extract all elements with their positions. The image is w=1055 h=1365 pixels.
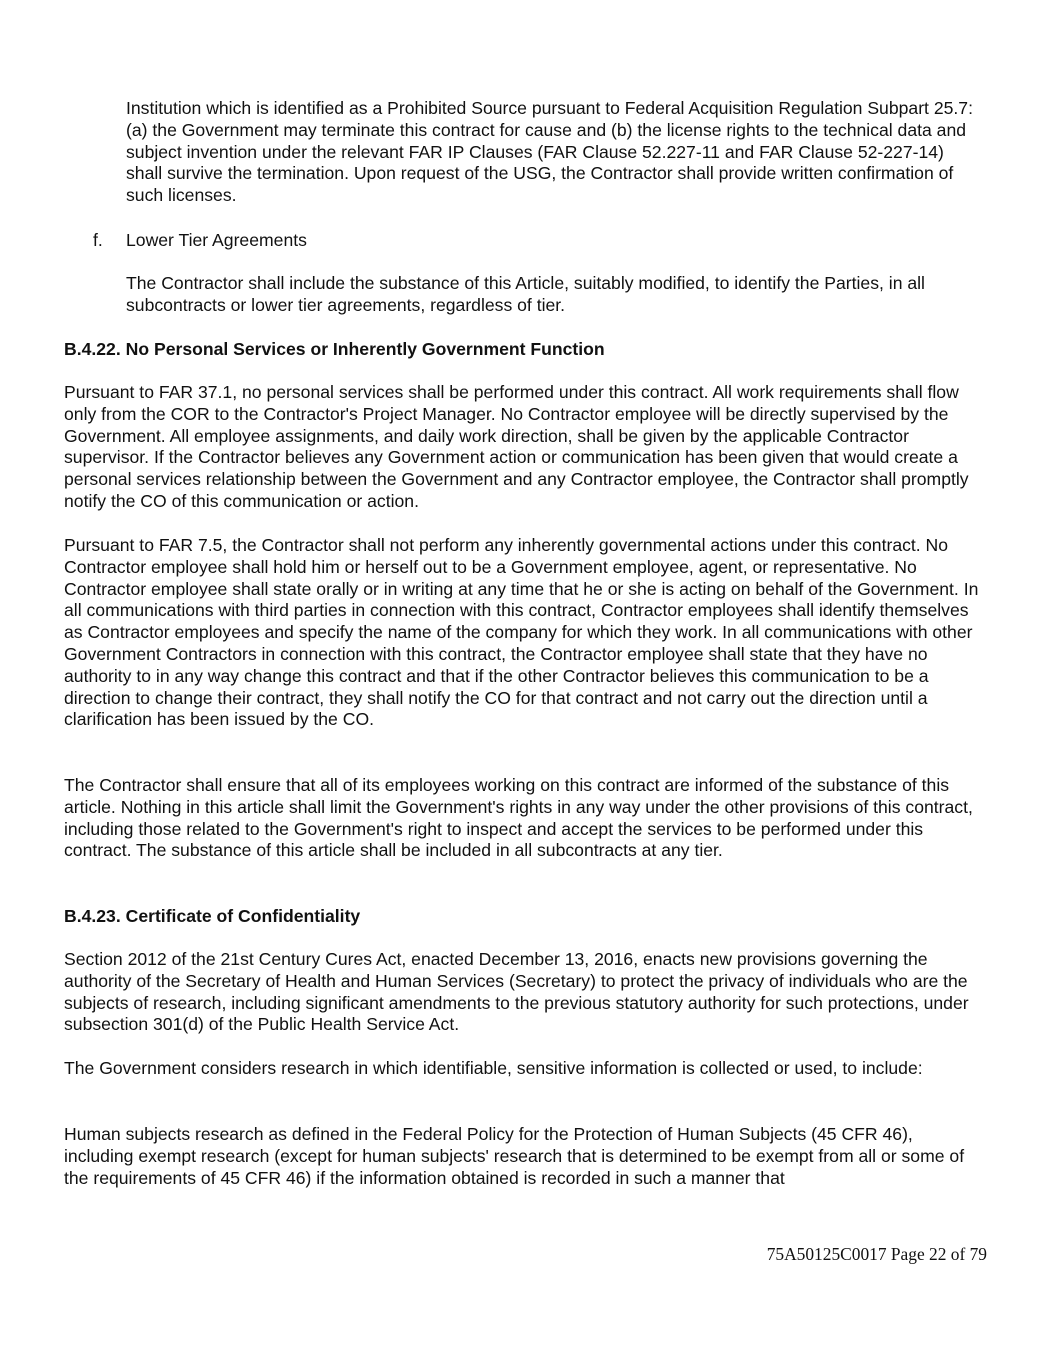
employee-awareness-paragraph: The Contractor shall ensure that all of its employees working on this contract are informed of the substance of this article. Nothing in this article shall limit the Government's rights in any way under the other provisions of this contract, including those related to the Government's right to inspect and accept the services to be performed under this contract. The substance of this article shall be included in all subcontracts at any tier. <box>64 775 973 861</box>
sensitive-information-paragraph: The Government considers research in which identifiable, sensitive information is collected or used, to include: <box>64 1058 923 1078</box>
section-heading-b-4-22: B.4.22. No Personal Services or Inherently Government Function <box>64 339 605 359</box>
section-heading-b-4-23: B.4.23. Certificate of Confidentiality <box>64 906 361 926</box>
cures-act-paragraph: Section 2012 of the 21st Century Cures Act, enacted December 13, 2016, enacts new provisions governing the authority of the Secretary of Health and Human Services (Secretary) to protect the privacy of individuals who are the subjects of research, including significant amendments to the previous statutory authority for such protections, under subsection 301(d) of the Public Health Service Act. <box>64 949 969 1035</box>
human-subjects-paragraph: Human subjects research as defined in the Federal Policy for the Protection of Human Subjects (45 CFR 46), including exempt research (except for human subjects' research that is determined to be exempt from all or some of the requirements of 45 CFR 46) if the information obtained is recorded in such a manner that <box>64 1124 965 1188</box>
page-footer: 75A50125C0017 Page 22 of 79 <box>766 1244 987 1264</box>
list-marker-f: f. <box>93 230 103 250</box>
prohibited-source-paragraph: Institution which is identified as a Prohibited Source pursuant to Federal Acquisition Regulation Subpart 25.7: (a) the Government may terminate this contract for cause and (b) the license rights to the technical data and subject invention under the relevant FAR IP Clauses (FAR Clause 52.227-11 and FAR Clause 52-227-14) shall survive the termination. Upon request of the USG, the Contractor shall provide written confirmation of such licenses. <box>126 98 973 206</box>
lower-tier-agreements-paragraph: The Contractor shall include the substance of this Article, suitably modified, to identify the Parties, in all subcontracts or lower tier agreements, regardless of tier. <box>126 273 925 315</box>
lower-tier-agreements-title: Lower Tier Agreements <box>126 230 307 250</box>
inherently-governmental-paragraph: Pursuant to FAR 7.5, the Contractor shall not perform any inherently governmental actions under this contract. No Contractor employee shall hold him or herself out to be a Government employee, agent, or representative. No Contractor employee shall state orally or in writing at any time that he or she is acting on behalf of the Government. In all communications with third parties in connection with this contract, Contractor employees shall identify themselves as Contractor employees and specify the name of the company for which they work. In all communications with other Government Contractors in connection with this contract, the Contractor employee shall state that they have no authority to in any way change this contract and that if the other Contractor believes this communication to be a direction to change their contract, they shall notify the CO for that contract and not carry out the direction until a clarification has been issued by the CO. <box>64 535 979 730</box>
personal-services-paragraph: Pursuant to FAR 37.1, no personal services shall be performed under this contract. All work requirements shall flow only from the COR to the Contractor's Project Manager. No Contractor employee will be directly supervised by the Government. All employee assignments, and daily work direction, shall be given by the applicable Contractor supervisor. If the Contractor believes any Government action or communication has been given that would create a personal services relationship between the Government and any Contractor employee, the Contractor shall promptly notify the CO of this communication or action. <box>64 382 969 511</box>
